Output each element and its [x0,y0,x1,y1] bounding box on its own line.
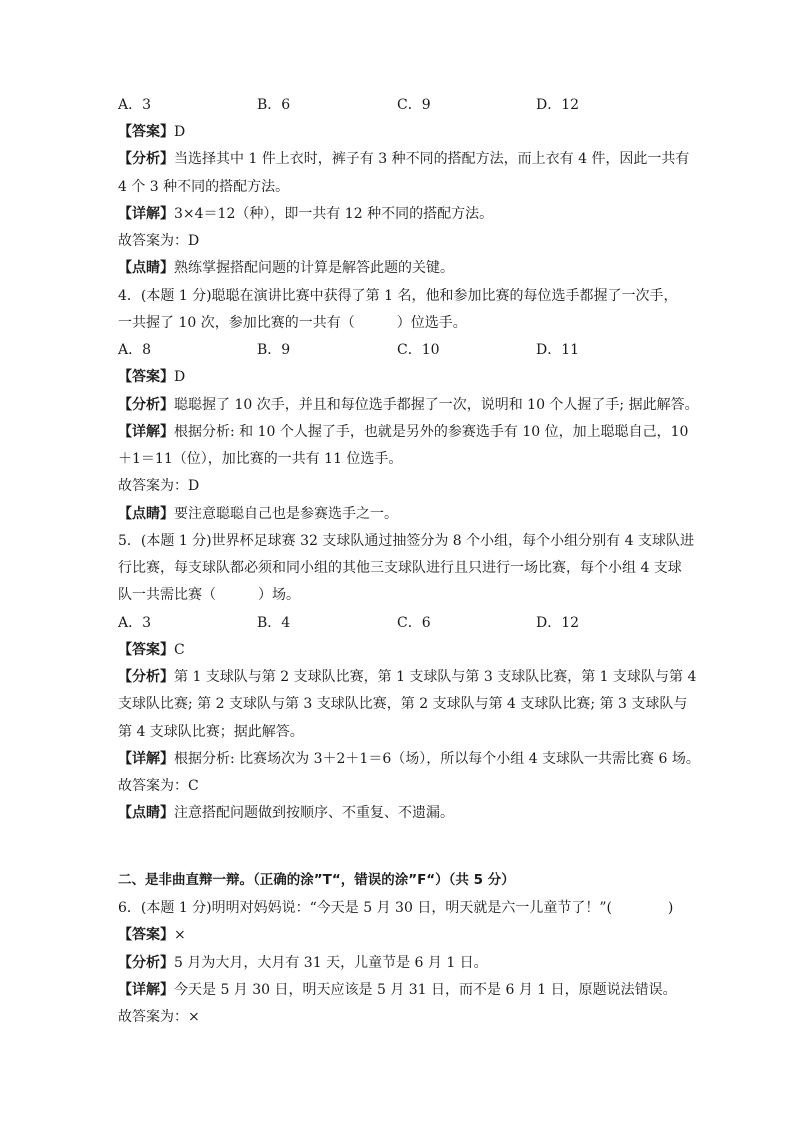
q4-option-d: D．11 [536,342,580,358]
q4-comment [118,504,688,524]
q5-options [118,613,688,633]
q3-options [118,95,688,115]
comment-tag: 【点睛】 [118,506,174,522]
analysis-text: 第 1 支球队与第 2 支球队比赛，第 1 支球队与第 3 支球队比赛，第 1 支球队与第 4 [174,669,697,685]
q5-comment [118,803,688,823]
q6-stem: 6．(本题 1 分)明明对妈妈说：“今天是 5 月 30 日，明天就是六一儿童节了！”( ) [118,900,674,916]
detail-text: 根据分析: 比赛场次为 3＋2＋1＝6（场），所以每个小组 4 支球队一共需比赛 6 场。 [174,751,700,767]
q5-option-a: A．3 [118,615,152,631]
analysis-text: 当选择其中 1 件上衣时，裤子有 3 种不同的搭配方法，而上衣有 4 件，因此一共有 [174,151,690,167]
q6-analysis [118,953,688,973]
q3-answer [118,122,688,142]
answer-tag: 【答案】 [118,124,174,140]
q4-options [118,340,688,360]
answer-tag: 【答案】 [118,927,174,943]
q5-analysis-line-3: 第 4 支球队比赛；据此解答。 [118,724,304,740]
answer-value: D [174,124,186,140]
answer-value: C [174,642,185,658]
section-2-title: 二、是非曲直辩一辩。（正确的涂”T“，错误的涂”F“）（共 5 分） [118,872,515,888]
q4-answer [118,367,688,387]
q4-option-a: A．8 [118,342,152,358]
detail-tag: 【详解】 [118,982,174,998]
detail-tag: 【详解】 [118,424,174,440]
q4-conclusion: 故答案为：D [118,478,200,494]
q5-stem-line-3: 队一共需比赛（ ）场。 [118,587,300,603]
comment-text: 注意搭配问题做到按顺序、不重复、不遗漏。 [174,805,454,821]
answer-value: D [174,369,186,385]
analysis-tag: 【分析】 [118,955,174,971]
analysis-tag: 【分析】 [118,669,174,685]
analysis-text: 聪聪握了 10 次手，并且和每位选手都握了一次，说明和 10 个人握了手; 据此解答。 [174,397,699,413]
q5-stem-line-2: 行比赛，每支球队都必须和同小组的其他三支球队进行且只进行一场比赛，每个小组 4 支球 [118,560,682,576]
q6-detail [118,980,688,1000]
q3-option-d: D．12 [536,97,580,113]
q4-detail [118,422,688,442]
q4-analysis [118,395,699,415]
q5-stem: 5．(本题 1 分)世界杯足球赛 32 支球队通过抽签分为 8 个小组，每个小组分别有 4 支球队进 [118,533,694,549]
comment-tag: 【点睛】 [118,805,174,821]
q3-detail [118,204,688,224]
detail-tag: 【详解】 [118,206,174,222]
detail-tag: 【详解】 [118,751,174,767]
q5-option-c: C．6 [397,615,431,631]
q3-comment [118,258,688,278]
q4-option-b: B．9 [257,342,291,358]
answer-tag: 【答案】 [118,642,174,658]
q4-stem: 4．(本题 1 分)聪聪在演讲比赛中获得了第 1 名，他和参加比赛的每位选手都握了一次手， [118,288,678,304]
analysis-tag: 【分析】 [118,151,174,167]
q5-analysis [118,667,697,687]
q5-analysis-line-2: 支球队比赛; 第 2 支球队与第 3 支球队比赛，第 2 支球队与第 4 支球队比赛; 第 3 支球队与 [118,696,688,712]
analysis-tag: 【分析】 [118,397,174,413]
q6-answer [118,925,688,945]
answer-tag: 【答案】 [118,369,174,385]
q3-analysis [118,149,688,169]
q4-detail-line-2: ＋1＝11（位），加比赛的一共有 11 位选手。 [118,451,403,467]
q3-option-a: A．3 [118,97,152,113]
answer-value: × [174,927,186,943]
q3-analysis-line-2: 4 个 3 种不同的搭配方法。 [118,179,290,195]
analysis-text: 5 月为大月，大月有 31 天，儿童节是 6 月 1 日。 [174,955,488,971]
q5-detail [118,749,700,769]
q5-conclusion: 故答案为：C [118,778,199,794]
q5-option-d: D．12 [536,615,580,631]
q5-answer [118,640,688,660]
q3-option-c: C．9 [397,97,431,113]
comment-text: 要注意聪聪自己也是参赛选手之一。 [174,506,398,522]
q4-option-c: C．10 [397,342,440,358]
comment-tag: 【点睛】 [118,260,174,276]
q6-conclusion: 故答案为：× [118,1009,200,1025]
detail-text: 今天是 5 月 30 日，明天应该是 5 月 31 日，而不是 6 月 1 日，原题说法错误。 [174,982,677,998]
comment-text: 熟练掌握搭配问题的计算是解答此题的关键。 [174,260,454,276]
q4-stem-line-2: 一共握了 10 次，参加比赛的一共有（ ）位选手。 [118,315,467,331]
q3-conclusion: 故答案为：D [118,233,200,249]
detail-text: 3×4＝12（种），即一共有 12 种不同的搭配方法。 [174,206,494,222]
detail-text: 根据分析: 和 10 个人握了手，也就是另外的参赛选手有 10 位，加上聪聪自己，10 [174,424,689,440]
q3-option-b: B．6 [257,97,291,113]
q5-option-b: B．4 [257,615,291,631]
